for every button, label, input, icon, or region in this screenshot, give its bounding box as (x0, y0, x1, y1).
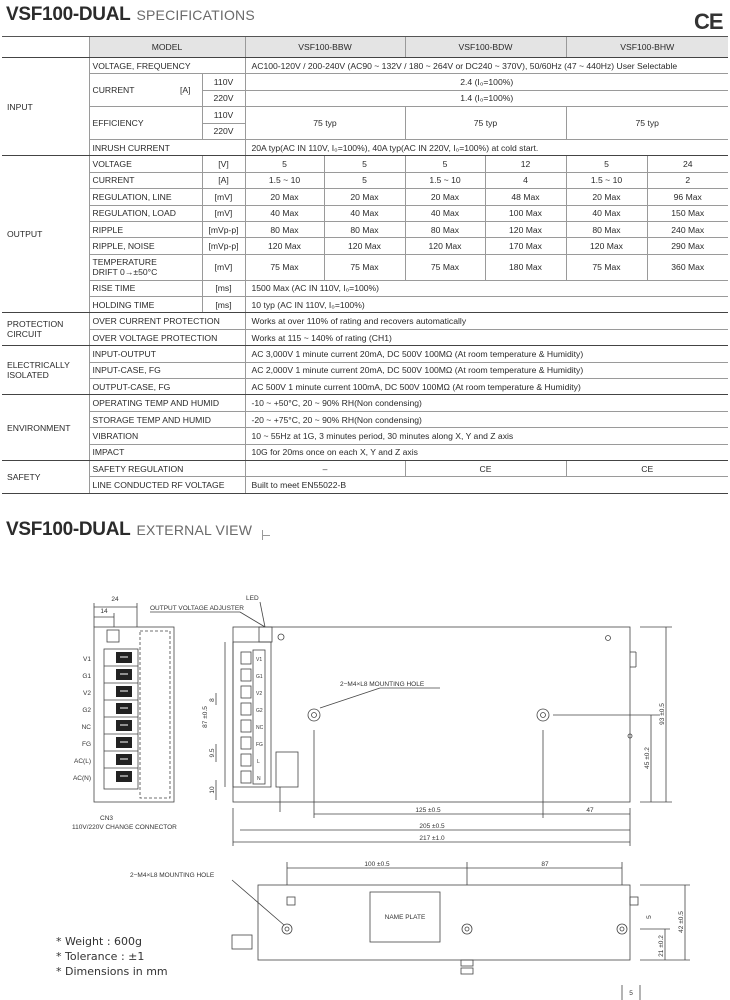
table-row: CURRENT [A] 1.5 ~ 10 5 1.5 ~ 10 4 1.5 ~ 10 2 (2, 172, 728, 188)
category-environment: ENVIRONMENT (2, 395, 89, 461)
svg-text:217 ±1.0: 217 ±1.0 (419, 835, 445, 842)
table-row: TEMPERATURE DRIFT 0→±50°C [mV] 75 Max 75 Max 75 Max 180 Max 75 Max 360 Max (2, 254, 728, 280)
table-row: STORAGE TEMP AND HUMID -20 ~ +75°C, 20 ~ 90% RH(Non condensing) (2, 411, 728, 427)
table-row: IMPACT 10G for 20ms once on each X, Y and Z axis (2, 444, 728, 460)
svg-text:24: 24 (111, 596, 119, 603)
svg-text:V1: V1 (256, 657, 263, 663)
spec-title-sub: SPECIFICATIONS (136, 7, 255, 23)
cn3-connector (276, 752, 298, 787)
svg-text:L: L (257, 759, 260, 765)
svg-text:205 ±0.5: 205 ±0.5 (419, 823, 445, 830)
model-2: VSF100-BDW (405, 37, 566, 58)
body-side-outline (258, 885, 630, 960)
spec-title-main: VSF100-DUAL (6, 4, 131, 25)
svg-text:AC(N): AC(N) (72, 775, 91, 782)
model-label: MODEL (89, 37, 245, 58)
table-row: OUTPUT-CASE, FG AC 500V 1 minute current 100mA, DC 500V 100MΩ (At room temperature & Humidity) (2, 379, 728, 395)
terminal-screw (241, 703, 251, 715)
terminal-screw (241, 754, 251, 766)
svg-text:FG: FG (81, 741, 91, 748)
svg-text:N: N (257, 776, 261, 782)
category-safety: SAFETY (2, 460, 89, 493)
svg-text:G1: G1 (256, 674, 263, 680)
table-row: VIBRATION 10 ~ 55Hz at 1G, 3 minutes period, 30 minutes along X, Y and Z axis (2, 428, 728, 444)
table-row: CURRENT [A] 110V 2.4 (I₀=100%) (2, 74, 728, 90)
table-row: SAFETY SAFETY REGULATION – CE CE (2, 460, 728, 476)
body-top-outline (233, 627, 630, 802)
svg-text:9.5: 9.5 (209, 748, 216, 758)
note-tolerance: * Tolerance : ±1 (56, 950, 145, 963)
led-icon (278, 634, 284, 640)
view-title-sub: EXTERNAL VIEW (136, 522, 253, 538)
table-row: RIPPLE, NOISE [mVp-p] 120 Max 120 Max 120 Max 170 Max 120 Max 290 Max (2, 238, 728, 254)
mounting-hole-icon (308, 709, 320, 721)
table-row: OVER VOLTAGE PROTECTION Works at 115 ~ 140% of rating (CH1) (2, 329, 728, 345)
mounting-hole-icon (282, 924, 292, 934)
table-row: INPUT VOLTAGE, FREQUENCY AC100-120V / 200-240V (AC90 ~ 132V / 180 ~ 264V or DC240 ~ 370V), 50/60Hz (47 ~ 440Hz) User Selectable (2, 58, 728, 74)
mounting-hole-icon (617, 924, 627, 934)
svg-text:93 ±0.5: 93 ±0.5 (659, 703, 666, 725)
view-title-main: VSF100-DUAL (6, 519, 131, 540)
svg-text:NC: NC (256, 725, 264, 731)
model-3: VSF100-BHW (566, 37, 728, 58)
cn3-label: CN3 (100, 815, 114, 822)
table-row: ELECTRICALLY ISOLATED INPUT-OUTPUT AC 3,000V 1 minute current 20mA, DC 500V 100MΩ (At room temperature & Humidity) (2, 346, 728, 362)
cn3-desc: 110V/220V CHANGE CONNECTOR (72, 824, 177, 831)
table-row: EFFICIENCY 110V 75 typ 75 typ 75 typ (2, 107, 728, 123)
svg-text:45 ±0.2: 45 ±0.2 (644, 747, 651, 769)
ce-logo: CE (694, 9, 723, 34)
terminal-screw (241, 737, 251, 749)
category-input: INPUT (2, 58, 89, 156)
svg-text:47: 47 (586, 807, 594, 814)
table-row: INRUSH CURRENT 20A typ(AC IN 110V, I₀=100%), 40A typ(AC IN 220V, I₀=100%) at cold start. (2, 139, 728, 155)
table-row: RIPPLE [mVp-p] 80 Max 80 Max 80 Max 120 Max 80 Max 240 Max (2, 221, 728, 237)
table-row: REGULATION, LOAD [mV] 40 Max 40 Max 40 Max 100 Max 40 Max 150 Max (2, 205, 728, 221)
svg-text:21 ±0.2: 21 ±0.2 (658, 935, 665, 957)
adjuster-label: OUTPUT VOLTAGE ADJUSTER (150, 605, 244, 612)
table-row: PROTECTION CIRCUIT OVER CURRENT PROTECTION Works at over 110% of rating and recovers automatically (2, 313, 728, 329)
svg-text:V2: V2 (256, 691, 263, 697)
table-row: REGULATION, LINE [mV] 20 Max 20 Max 20 Max 48 Max 20 Max 96 Max (2, 189, 728, 205)
svg-text:NC: NC (81, 724, 91, 731)
table-row: HOLDING TIME [ms] 10 typ (AC IN 110V, I₀=100%) (2, 297, 728, 313)
table-row: 220V 1.4 (I₀=100%) (2, 90, 728, 106)
table-row: 220V (2, 123, 728, 139)
note-dimensions: * Dimensions in mm (56, 965, 168, 978)
name-plate-label: NAME PLATE (384, 914, 426, 921)
svg-text:125 ±0.5: 125 ±0.5 (415, 807, 441, 814)
model-1: VSF100-BBW (245, 37, 405, 58)
table-row: RISE TIME [ms] 1500 Max (AC IN 110V, I₀=100%) (2, 280, 728, 296)
note-weight: * Weight : 600g (56, 935, 142, 948)
svg-text:G1: G1 (82, 673, 91, 680)
terminal-screw (241, 669, 251, 681)
category-output: OUTPUT (2, 156, 89, 313)
category-protection: PROTECTION CIRCUIT (2, 313, 89, 346)
svg-text:10: 10 (209, 786, 216, 794)
adjuster-knob (107, 630, 119, 642)
mounting-hole-label: 2−M4×L8 MOUNTING HOLE (340, 681, 425, 688)
svg-text:G2: G2 (256, 708, 263, 714)
svg-text:2−M4×L8 MOUNTING HOLE: 2−M4×L8 MOUNTING HOLE (130, 872, 215, 879)
svg-text:5: 5 (629, 990, 633, 997)
svg-text:87: 87 (541, 861, 549, 868)
terminal-screw (241, 686, 251, 698)
svg-text:V1: V1 (83, 656, 91, 663)
table-row: OUTPUT VOLTAGE [V] 5 5 5 12 5 24 (2, 156, 728, 172)
terminal-screw (241, 771, 251, 783)
table-row: ENVIRONMENT OPERATING TEMP AND HUMID -10 ~ +50°C, 20 ~ 90% RH(Non condensing) (2, 395, 728, 411)
svg-text:G2: G2 (82, 707, 91, 714)
svg-text:AC(L): AC(L) (74, 758, 91, 765)
table-row: INPUT-CASE, FG AC 2,000V 1 minute current 20mA, DC 500V 100MΩ (At room temperature & Humidity) (2, 362, 728, 378)
svg-text:8: 8 (209, 698, 216, 702)
svg-text:V2: V2 (83, 690, 91, 697)
category-isolated: ELECTRICALLY ISOLATED (2, 346, 89, 395)
svg-text:100 ±0.5: 100 ±0.5 (364, 861, 390, 868)
terminal-screw (241, 720, 251, 732)
svg-text:FG: FG (256, 742, 263, 748)
side-cover-outline (140, 631, 170, 798)
led-label: LED (246, 595, 259, 602)
svg-text:42 ±0.5: 42 ±0.5 (678, 911, 685, 933)
svg-text:5: 5 (646, 915, 653, 919)
terminal-screw (241, 652, 251, 664)
mounting-hole-icon (462, 924, 472, 934)
svg-text:87 ±0.5: 87 ±0.5 (202, 706, 209, 728)
mounting-hole-icon (537, 709, 549, 721)
led-housing (259, 627, 272, 642)
table-row: LINE CONDUCTED RF VOLTAGE Built to meet EN55022-B (2, 477, 728, 493)
svg-text:14: 14 (100, 608, 108, 615)
